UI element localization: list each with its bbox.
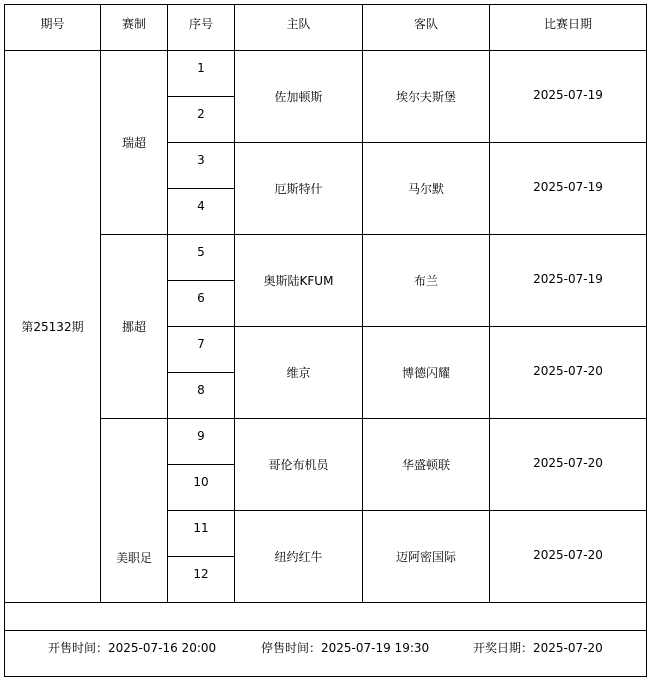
header-period: 期号 bbox=[5, 5, 101, 51]
home-team-cell: 佐加顿斯 bbox=[235, 51, 363, 143]
header-league: 赛制 bbox=[101, 5, 168, 51]
league-cell: 美职足 bbox=[101, 419, 168, 603]
header-away: 客队 bbox=[363, 5, 490, 51]
footer-row bbox=[5, 631, 647, 677]
table-row bbox=[5, 235, 647, 281]
away-team-cell: 博德闪耀 bbox=[363, 327, 490, 419]
period-cell: 第25132期 bbox=[5, 51, 101, 603]
match-date-cell: 2025-07-19 bbox=[490, 143, 647, 235]
header-date: 比赛日期 bbox=[490, 5, 647, 51]
match-date-cell: 2025-07-19 bbox=[490, 235, 647, 327]
sale-start-time: 开售时间：2025-07-16 20:00 bbox=[48, 641, 217, 655]
away-team-cell: 迈阿密国际 bbox=[363, 511, 490, 603]
footer-info bbox=[5, 631, 646, 676]
away-team-cell: 华盛顿联 bbox=[363, 419, 490, 511]
sale-stop-time: 停售时间：2025-07-19 19:30 bbox=[261, 641, 430, 655]
footer-cell bbox=[5, 631, 647, 677]
schedule-table bbox=[4, 4, 647, 677]
match-date-cell: 2025-07-20 bbox=[490, 327, 647, 419]
away-team-cell: 马尔默 bbox=[363, 143, 490, 235]
home-team-cell: 厄斯特什 bbox=[235, 143, 363, 235]
away-team-cell: 布兰 bbox=[363, 235, 490, 327]
seq-cell: 12 bbox=[168, 557, 235, 603]
seq-cell: 1 bbox=[168, 51, 235, 97]
league-cell: 挪超 bbox=[101, 235, 168, 419]
league-cell: 瑞超 bbox=[101, 51, 168, 235]
blank-row bbox=[5, 603, 647, 631]
seq-cell: 9 bbox=[168, 419, 235, 465]
home-team-cell: 奥斯陆KFUM bbox=[235, 235, 363, 327]
blank-cell bbox=[5, 603, 647, 631]
seq-cell: 8 bbox=[168, 373, 235, 419]
home-team-cell: 纽约红牛 bbox=[235, 511, 363, 603]
away-team-cell: 埃尔夫斯堡 bbox=[363, 51, 490, 143]
match-date-cell: 2025-07-20 bbox=[490, 419, 647, 511]
seq-cell: 3 bbox=[168, 143, 235, 189]
header-seq: 序号 bbox=[168, 5, 235, 51]
seq-cell: 6 bbox=[168, 281, 235, 327]
draw-date: 开奖日期：2025-07-20 bbox=[473, 641, 603, 655]
seq-cell: 2 bbox=[168, 97, 235, 143]
match-date-cell: 2025-07-19 bbox=[490, 51, 647, 143]
home-team-cell: 哥伦布机员 bbox=[235, 419, 363, 511]
seq-cell: 4 bbox=[168, 189, 235, 235]
header-row bbox=[5, 5, 647, 51]
home-team-cell: 维京 bbox=[235, 327, 363, 419]
header-home: 主队 bbox=[235, 5, 363, 51]
seq-cell: 11 bbox=[168, 511, 235, 557]
seq-cell: 10 bbox=[168, 465, 235, 511]
seq-cell: 7 bbox=[168, 327, 235, 373]
match-date-cell: 2025-07-20 bbox=[490, 511, 647, 603]
seq-cell: 5 bbox=[168, 235, 235, 281]
table-row bbox=[5, 51, 647, 97]
table-row bbox=[5, 419, 647, 465]
